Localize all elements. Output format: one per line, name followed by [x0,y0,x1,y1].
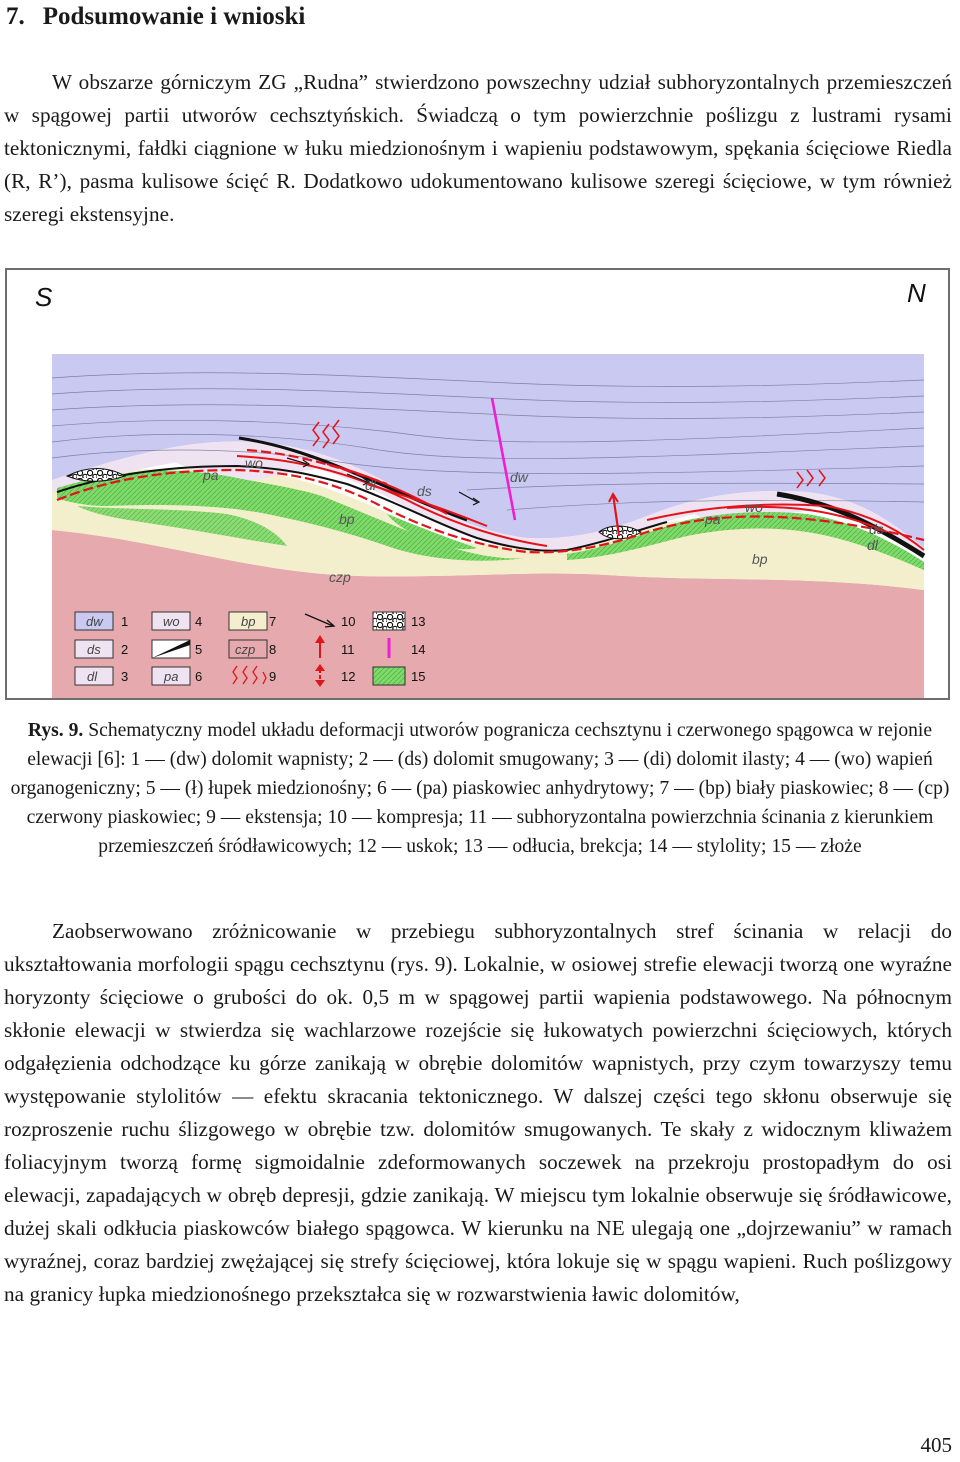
label-ds-right: ds [869,521,884,537]
legend-number-15: 15 [411,669,426,684]
legend-label-4: wo [163,614,180,629]
label-pa-right: pa [705,511,721,527]
legend-number-13: 13 [411,614,426,629]
legend-label-1: dw [86,614,103,629]
legend-label-2: ds [87,642,101,657]
cross-section-diagram [7,270,948,698]
label-dl-mid: dl [365,477,376,493]
legend-label-6: pa [164,669,179,684]
label-pa-left: pa [203,467,219,483]
section-heading [6,0,305,34]
legend-number-2: 2 [121,642,129,657]
caption-label: Rys. 9. [27,720,84,741]
legend-number-9: 9 [269,669,277,684]
legend-label-8: czp [235,642,256,657]
direction-north-label: N [907,278,926,308]
figure-cross-section [5,268,950,700]
paragraph-body: Zaobserwowano zróżnicowanie w przebiegu subhoryzontalnych stref ścinania w relacji do ukształtowania morfologii spągu cechsztynu (rys. 9). Lokalnie, w osiowej strefie elewacji tworzą one wyraźne horyzonty ścięciowe o grubości do ok. 0,5 m w spągowej partii wapienia podstawowego. Na północnym skłonie elewacji w stwierdza się wachlarzowe rozejście się łukowatych powierzchni ścięciowych, których odgałęzienia odchodzące ku górze zanikają w obrębie dolomitów wapnistych, przy czym towarzyszy temu występowanie stylolitów — efektu skracania tektonicznego. W dalszej części tego skłonu obserwuje się rozproszenie ruchu ślizgowego w obrębie tzw. dolomitów smugowanych. Te skały z widocznym kliważem foliacyjnym tworzą formę sigmoidalnie zdeformowanych soczewek na przekroju prostopadłym do osi elewacji, zapadających w obręb depresji, gdzie zanikają. W miejscu tym lokalnie obserwuje się śródławicowe, dużej skali odkłucia piaskowców białego spągowca. W kierunku na NE ulegają one „dojrzewaniu” w ramach wyraźnej, coraz bardziej zwężającej się strefy ścięciowej, która lokuje się w spągu wapieni. Ruch poślizgowy na granicy łupka miedzionośnego przekształca się w rozwarstwienia ławic dolomitów, [4,919,952,1306]
page-number: 405 [920,1433,952,1457]
legend-number-8: 8 [269,642,277,657]
legend-number-4: 4 [195,614,203,629]
label-bp-left: bp [339,511,355,527]
legend-number-10: 10 [341,614,356,629]
legend-number-1: 1 [121,614,129,629]
section-title: Podsumowanie i wnioski [42,3,306,30]
label-bp-right: bp [752,551,768,567]
legend-number-14: 14 [411,642,426,657]
caption-text: Schematyczny model układu deformacji utworów pogranicza cechsztynu i czerwonego spągowca w rejonie elewacji [6]: 1 — (dw) dolomit wapnisty; 2 — (ds) dolomit smugowany; 3 — (di) dolomit ilasty; 4 — (wo) wapień organogeniczny; 5 — (ł) łupek miedzionośny; 6 — (pa) piaskowiec anhydrytowy; 7 — (bp) biały piaskowiec; 8 — (cp) czerwony piaskowiec; 9 — ekstensja; 10 — kompresja; 11 — subhoryzontalna powierzchnia ścinania z kierunkiem przemieszczeń śródławicowych; 12 — uskok; 13 — odłucia, brekcja; 14 — stylolity; 15 — złoże [10,720,950,857]
legend-number-6: 6 [195,669,203,684]
label-dw: dw [510,469,528,485]
legend-breccia-icon [373,612,405,630]
legend-swatch-ore [373,667,405,685]
legend-label-3: dl [87,669,98,684]
paragraph-intro: W obszarze górniczym ZG „Rudna” stwierdzono powszechny udział subhoryzontalnych przemieszczeń w spągowej partii utworów cechsztyńskich. Świadczą o tym powierzchnie poślizgu z lustrami rysami tektonicznymi, fałdki ciągnione w łuku miedzionośnym i wapieniu podstawowym, spękania ścięciowe Riedla (R, R’), pasma kulisowe ścięć R. Dodatkowo udokumentowano kulisowe szeregi ścięciowe, w tym również szeregi ekstensyjne. [4,70,952,226]
label-dl-right: dl [867,537,878,553]
section-number: 7. [6,3,25,30]
label-ds-mid: ds [417,483,432,499]
legend-number-12: 12 [341,669,356,684]
legend-number-7: 7 [269,614,277,629]
figure-caption [4,716,956,861]
label-wo-right: wo [745,499,763,515]
legend-number-5: 5 [195,642,203,657]
label-czp: czp [329,569,351,585]
legend-number-3: 3 [121,669,129,684]
legend-number-11: 11 [341,642,355,657]
label-wo-left: wo [245,455,263,471]
direction-south-label: S [35,282,53,312]
legend-label-7: bp [241,614,256,629]
